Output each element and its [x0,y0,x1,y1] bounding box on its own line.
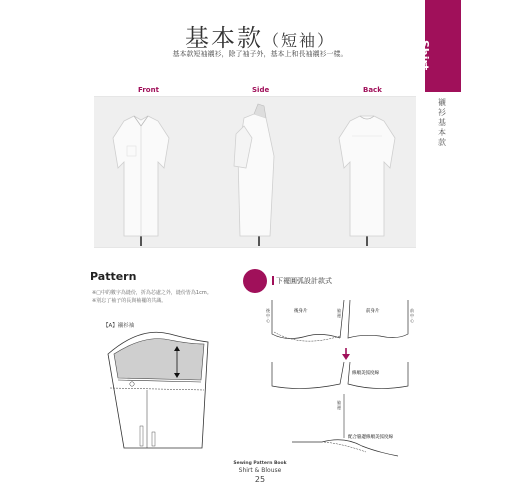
hem-step-1 [272,300,408,341]
chapter-tab-label: Shirt [418,40,431,71]
garment-photos [94,96,416,246]
pattern-notes [92,289,212,305]
back-label: Back [363,86,382,94]
front-body-label: 前身片 [366,309,380,314]
title-paren: （短袖） [262,31,335,50]
pattern-heading: Pattern [90,270,137,283]
back-shirt-image [339,116,395,246]
hem-step-3 [292,394,398,456]
title-main: 基本款 [184,24,263,52]
pattern-note: ※別忘了袖子的長與袖襬的共識。 [92,298,167,304]
page-subtitle: 基本款短袖襯衫，除了袖子外，基本上和長袖襯衫一樣。 [172,50,348,58]
footer-book-sub: Shirt & Blouse [238,467,282,474]
side-seam-label-1: 脇邊 [337,308,341,318]
back-body-label: 後身片 [294,309,308,314]
side-label: Side [252,86,270,94]
front-center-label: 前中心 [410,308,414,323]
front-shirt-image [113,116,169,246]
side-shirt-image [234,104,274,246]
adjust-label-1: 修順美弧度線 [352,371,379,376]
footer-book-label: Sewing Pattern Book [233,461,287,466]
chapter-vertical-label: 襯衫基本款 [438,98,446,147]
adjust-label-2: 配合脇邊修順美弧度線 [348,435,393,440]
sleeve-pattern-diagram [100,328,220,458]
pattern-note: ※□中的數字為縫份，折為芯處之外，縫份皆為1cm。 [92,290,212,296]
side-seam-label-2: 脇邊 [337,400,341,410]
hem-step-2 [272,362,408,389]
chapter-tab [418,0,461,92]
back-center-label: 後中心 [266,308,270,323]
front-label: Front [138,86,159,94]
page-number: 25 [254,475,266,484]
sleeve-pattern-label: 【A】襯衫袖 [103,323,135,329]
section-badge-icon [243,269,267,293]
hem-design-diagram [262,292,422,462]
hem-design-title: 下襬圓弧設計款式 [276,277,332,285]
